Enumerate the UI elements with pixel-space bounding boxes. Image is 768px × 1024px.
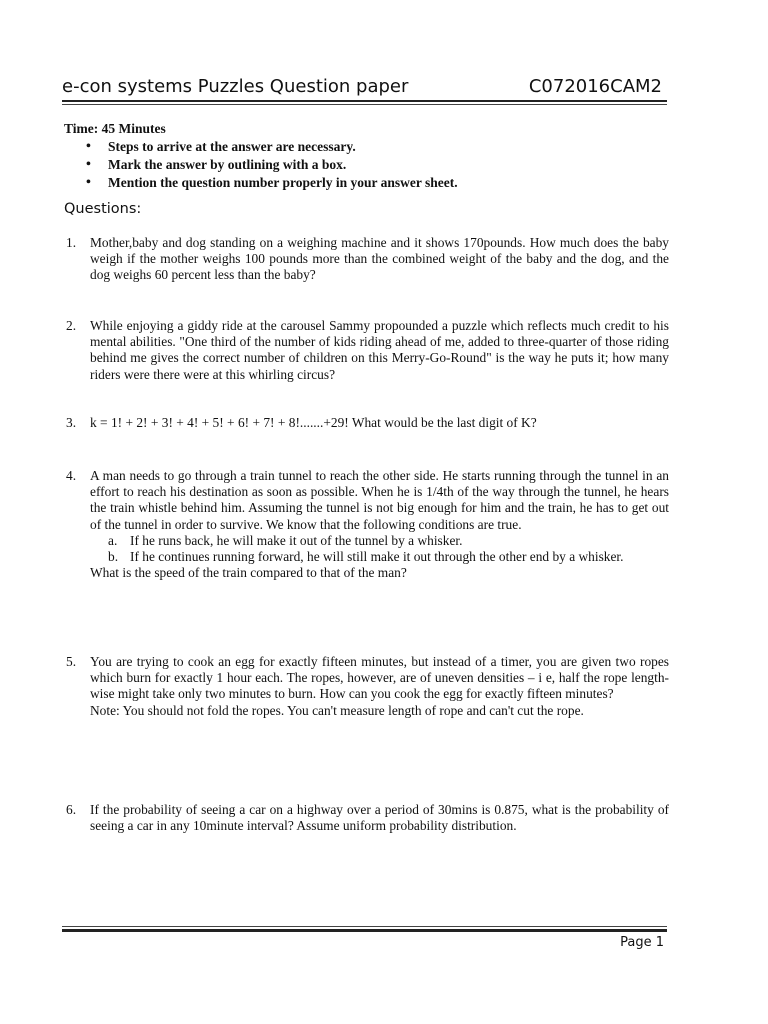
question-number: 6.	[66, 802, 77, 817]
time-limit: Time: 45 Minutes	[64, 121, 166, 136]
header-rule-thin	[62, 104, 667, 105]
condition-text: If he runs back, he will make it out of the tunnel by a whisker.	[130, 532, 463, 548]
instructions-list	[86, 138, 458, 192]
question-3	[66, 415, 669, 431]
question-5	[66, 654, 669, 719]
condition-b	[108, 549, 669, 565]
page-header	[62, 76, 662, 100]
question-closing: What is the speed of the train compared to that of the man?	[90, 565, 407, 581]
instruction-item: • Mention the question number properly in your answer sheet.	[86, 174, 458, 192]
question-text: A man needs to go through a train tunnel to reach the other side. He starts running through the tunnel in an effort to reach his destination as soon as possible. When he is 1/4th of the way through the tunnel, he hears the train whistle behind him. Assuming the tunnel is not big enough for him and the train, he has to get out of the tunnel in order to survive. We know that the following conditions are true.	[90, 468, 669, 532]
question-1	[66, 235, 669, 284]
footer-rule-thin	[62, 926, 667, 927]
questions-heading: Questions:	[64, 201, 142, 217]
question-number: 3.	[66, 415, 77, 430]
footer-rule-thick	[62, 929, 667, 932]
question-number: 4.	[66, 468, 77, 483]
paper-title: e-con systems Puzzles Question paper	[62, 76, 409, 97]
question-text: k = 1! + 2! + 3! + 4! + 5! + 6! + 7! + 8!.......+29! What would be the last digit of K?	[90, 415, 537, 430]
question-number: 5.	[66, 654, 77, 669]
question-text: Mother,baby and dog standing on a weighing machine and it shows 170pounds. How much does the baby weigh if the mother weighs 100 pounds more than the combined weight of the baby and the dog, and the dog weighs 60 percent less than the baby?	[90, 235, 669, 283]
question-note: Note: You should not fold the ropes. You can't measure length of rope and can't cut the rope.	[90, 702, 584, 718]
question-number: 2.	[66, 318, 77, 333]
question-number: 1.	[66, 235, 77, 250]
condition-label: a.	[108, 532, 118, 548]
question-6	[66, 802, 669, 834]
question-4	[66, 468, 669, 581]
paper-code: C072016CAM2	[528, 76, 662, 97]
header-rule-thick	[62, 100, 667, 102]
instruction-item: • Steps to arrive at the answer are necessary.	[86, 138, 458, 156]
question-text: If the probability of seeing a car on a highway over a period of 30mins is 0.875, what is the probability of seeing a car in any 10minute interval? Assume uniform probability distribution.	[90, 802, 669, 834]
condition-label: b.	[108, 549, 119, 565]
question-text: While enjoying a giddy ride at the carousel Sammy propounded a puzzle which reflects much credit to his mental abilities. "One third of the number of kids riding ahead of me, added to three-quarter of those riding behind me gives the correct number of children on this Merry-Go-Round" is the way he puts it; how many riders were there were at this whirling circus?	[90, 318, 669, 382]
condition-text: If he continues running forward, he will still make it out through the other end by a whisker.	[130, 549, 624, 565]
instruction-item: • Mark the answer by outlining with a box.	[86, 156, 458, 174]
page-number: Page 1	[620, 935, 664, 950]
question-2	[66, 318, 669, 383]
condition-a	[108, 533, 669, 549]
question-text: You are trying to cook an egg for exactly fifteen minutes, but instead of a timer, you are given two ropes which burn for exactly 1 hour each. The ropes, however, are of uneven densities – i e, half the rope length-wise might take only two minutes to burn. How can you cook the egg for exactly fifteen minutes?	[90, 654, 669, 702]
